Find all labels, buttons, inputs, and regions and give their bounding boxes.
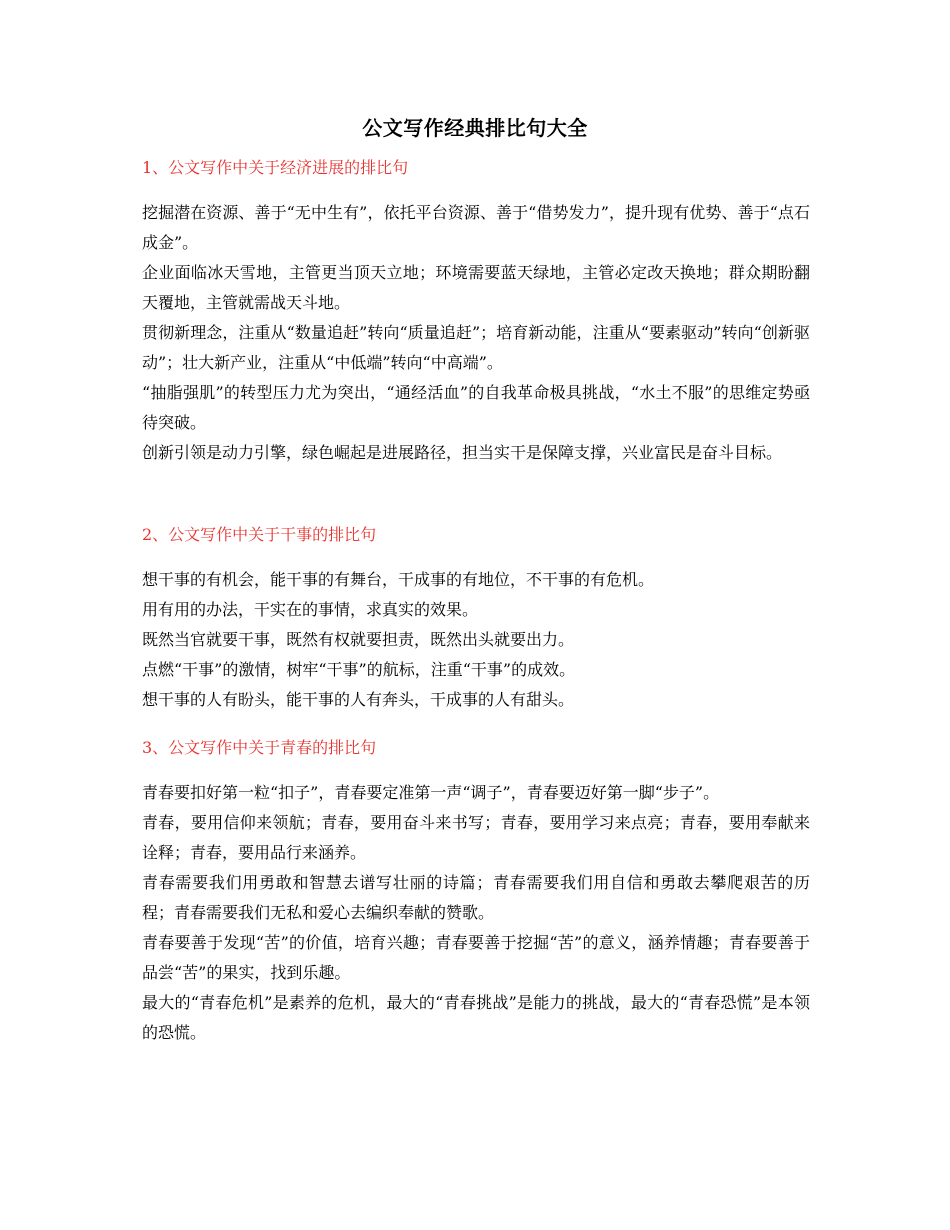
paragraph: 青春，要用信仰来领航；青春，要用奋斗来书写；青春，要用学习来点亮；青春，要用奉献来诠释；青春，要用品行来涵养。	[142, 813, 810, 862]
document-title: 公文写作经典排比句大全	[362, 116, 588, 140]
section-heading: 1、公文写作中关于经济进展的排比句	[142, 158, 409, 177]
section-body	[142, 778, 810, 1048]
paragraph: 青春需要我们用勇敢和智慧去谱写壮丽的诗篇；青春需要我们用自信和勇敢去攀爬艰苦的历程；青春需要我们无私和爱心去编织奉献的赞歌。	[142, 873, 810, 922]
section-heading: 3、公文写作中关于青春的排比句	[142, 738, 377, 757]
paragraph: 青春要善于发现“苦”的价值，培育兴趣；青春要善于挖掘“苦”的意义，涵养情趣；青春要善于品尝“苦”的果实，找到乐趣。	[142, 933, 810, 982]
paragraph: 创新引领是动力引擎，绿色崛起是进展路径，担当实干是保障支撑，兴业富民是奋斗目标。	[142, 443, 783, 462]
paragraph: 想干事的人有盼头，能干事的人有奔头，干成事的人有甜头。	[142, 690, 575, 709]
paragraph: 想干事的有机会，能干事的有舞台，干成事的有地位，不干事的有危机。	[142, 570, 655, 589]
paragraph: 贯彻新理念，注重从“数量追赶”转向“质量追赶”；培育新动能，注重从“要素驱动”转向“创新驱动”；壮大新产业，注重从“中低端”转向“中高端”。	[142, 323, 810, 372]
paragraph: 用有用的办法，干实在的事情，求真实的效果。	[142, 600, 479, 619]
paragraph: 企业面临冰天雪地，主管更当顶天立地；环境需要蓝天绿地，主管必定改天换地；群众期盼翻天覆地，主管就需战天斗地。	[142, 263, 810, 312]
paragraph: 挖掘潜在资源、善于“无中生有”，依托平台资源、善于“借势发力”，提升现有优势、善于“点石成金”。	[142, 203, 810, 252]
paragraph: 青春要扣好第一粒“扣子”，青春要定准第一声“调子”，青春要迈好第一脚“步子”。	[142, 783, 720, 802]
paragraph: 既然当官就要干事，既然有权就要担责，既然出头就要出力。	[142, 630, 575, 649]
paragraph: “抽脂强肌”的转型压力尤为突出，“通经活血”的自我革命极具挑战，“水土不服”的思维定势亟待突破。	[142, 383, 810, 432]
section-doing-things	[142, 521, 810, 715]
paragraph: 最大的“青春危机”是素养的危机，最大的“青春挑战”是能力的挑战，最大的“青春恐慌”是本领的恐慌。	[142, 993, 810, 1042]
section-economic-development	[142, 154, 810, 468]
section-youth	[142, 734, 810, 1048]
paragraph: 点燃“干事”的激情，树牢“干事”的航标，注重“干事”的成效。	[142, 660, 576, 679]
section-body	[142, 198, 810, 468]
section-heading: 2、公文写作中关于干事的排比句	[142, 525, 377, 544]
section-body	[142, 565, 810, 715]
